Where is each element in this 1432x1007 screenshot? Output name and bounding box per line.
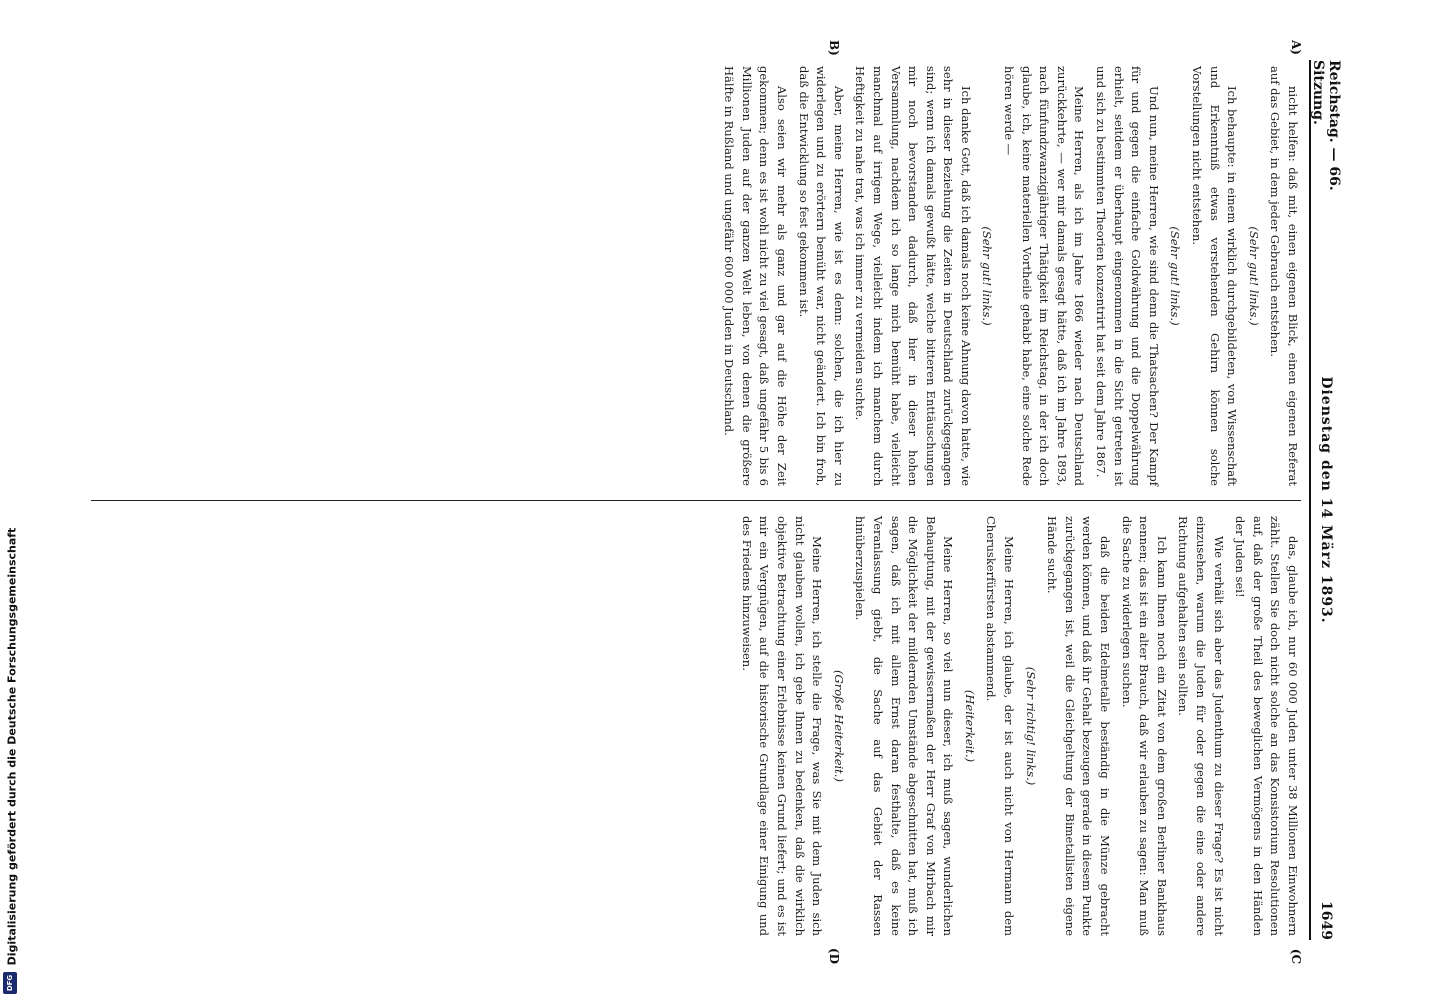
interjection: (Heiterkeit.): [962, 689, 977, 763]
digitization-credit: Digitalisierung gefördert durch die Deutsche Forschungsgemeinschaft: [5, 527, 19, 966]
paragraph: nicht helfen: daß mit, einen eigenen Blick, einen eigenen Referat auf das Gebiet, in dem jeder Gebrauch entstehen.: [1268, 66, 1300, 486]
paragraph: Meine Herren, so viel nun dieser, ich muß sagen, wunderlichen Behauptung, mit der gewissermaßen der Herr Graf von Mirbach mir die Möglichkeit der mildernden Umstände abgeschnitten hat, muß ich sagen, daß ich mit allem Ernst daran festhalte, daß es keine Veranlassung giebt, die Sache auf das Gebiet der Rassen hinüberzuspielen.: [853, 516, 956, 936]
paragraph: Wie verhält sich aber das Judenthum zu dieser Frage? Es ist nicht einzusehen, warum die Juden für oder gegen die eine oder andere Richtung aufgehalten sein sollten.: [1176, 516, 1226, 936]
page-header: [1309, 60, 1341, 940]
text-column-right: [91, 516, 1301, 936]
paragraph: Ich kann Ihnen noch ein Zitat von dem großen Berliner Bankhaus nennen; das ist ein alter Brauch, daß wir erlauben zu sagen: Man muß die Sache zu widerlegen suchen.: [1119, 516, 1169, 936]
paragraph: Ich behaupte: in einem wirklich durchgebildeten, von Wissenschaft und Erkenntniß etwas verstehenden Gehirn können solche Vorstellungen nicht entstehen.: [1190, 66, 1240, 486]
dfg-logo: [3, 972, 17, 994]
interjection: (Sehr gut! links.): [1168, 226, 1183, 326]
paragraph: Also seien wir mehr als ganz und gar auf die Höhe der Zeit gekommen; denn es ist wohl nicht zu viel gesagt, daß ungefähr 5 bis 6 Millionen Juden auf der ganzen Welt leben, von denen die größere Hälfte in Rußland und ungefähr 600 000 Juden in Deutschland.: [722, 66, 789, 486]
margin-marker-d: (D: [827, 947, 841, 964]
text-column-left: [91, 66, 1301, 486]
digitization-credit-strip: [2, 0, 20, 1000]
interjection: (Sehr richtig! links.): [1023, 666, 1038, 786]
paragraph: Ich danke Gott, daß ich damals noch keine Ahnung davon hatte, wie sehr in dieser Beziehung die Zeiten in Deutschland zurückgegangen sind; wenn ich damals gewußt hätte, welche bitteren Enttäuschungen mir noch bevorstanden dadurch, daß hier in dieser hohen Versammlung, nachdem ich so lange mich bemüht habe, vielleicht manchmal auf irrigem Wege, vielleicht indem ich manchem durch Heftigkeit zu nahe trat, was ich immer zu vermeiden suchte.: [853, 66, 973, 486]
header-date: Dienstag den 14 März 1893.: [1318, 376, 1334, 624]
rotated-document-page: [71, 30, 1361, 970]
margin-marker-c: (C: [1289, 948, 1303, 964]
paragraph: Meine Herren, ich stelle die Frage, was Sie mit dem Juden sich nicht glauben wollen, ich gebe Ihnen zu bedenken, daß die wirklich objektive Betrachtung einer Erlebnisse keinen Grund liefert; und es ist mir ein Vergnügen, auf die historische Grundlage einer Einigung und des Friedens hinzuweisen.: [739, 516, 825, 936]
dfg-logo-text: DFG: [6, 974, 14, 992]
paragraph: Und nun, meine Herren, wie sind denn die Thatsachen? Der Kampf für und gegen die einfache Goldwährung und die Doppelwährung erhielt, seitdem er überhaupt eingenommen in die Sicht getreten ist und sich zu bestimmten Theorien konzentrirt hat seit dem Jahre 1867.: [1094, 66, 1161, 486]
header-left: Reichstag. — 66. Sitzung.: [1310, 60, 1342, 191]
interjection: (Große Heiterkeit.): [831, 670, 846, 782]
page-number: 1649: [1318, 901, 1334, 940]
paragraph: Aber, meine Herren, wie ist es denn: solchen, die ich hier zu widerlegen und zu erörtern bemüht war, nicht geändert. Ich bin froh, daß die Entwicklung so fest gekommen ist.: [796, 66, 846, 486]
interjection: (Sehr gut! links.): [980, 226, 995, 326]
paragraph: das, glaube ich, nur 60 000 Juden unter 38 Millionen Einwohnern zählt. Stellen Sie doch nicht solche an das Konsistorium Resolutionen auf, daß der große Theil des beweglichen Vermögens in den Händen der Juden sei!: [1233, 516, 1300, 936]
paragraph: Meine Herren, als ich im Jahre 1866 wieder nach Deutschland zurückkehrte, — wer mir damals gesagt hätte, daß ich im Jahre 1893, nach fünfundzwanzigjähriger Thätigkeit im Reichstag, in der ich doch glaube, ich, keine materiellen Vortheile gehabt habe, eine solche Rede hören werde —: [1002, 66, 1087, 486]
column-divider: [91, 500, 1301, 501]
margin-marker-b: B): [827, 40, 841, 56]
margin-marker-a: A): [1289, 40, 1303, 55]
paragraph: Meine Herren, ich glaube, der ist auch nicht von Hermann dem Cheruskerfürsten abstammend.: [984, 516, 1017, 936]
interjection: (Sehr gut! links.): [1246, 226, 1261, 326]
paragraph: daß die beiden Edelmetalle beständig in die Münze gebracht werden können, und daß ihr Gehalt bezeugen gerade in diesem Punkte zurückgegangen ist, weil die Gleichgeltung der Bimetallisten eigene Hände sucht.: [1045, 516, 1113, 936]
